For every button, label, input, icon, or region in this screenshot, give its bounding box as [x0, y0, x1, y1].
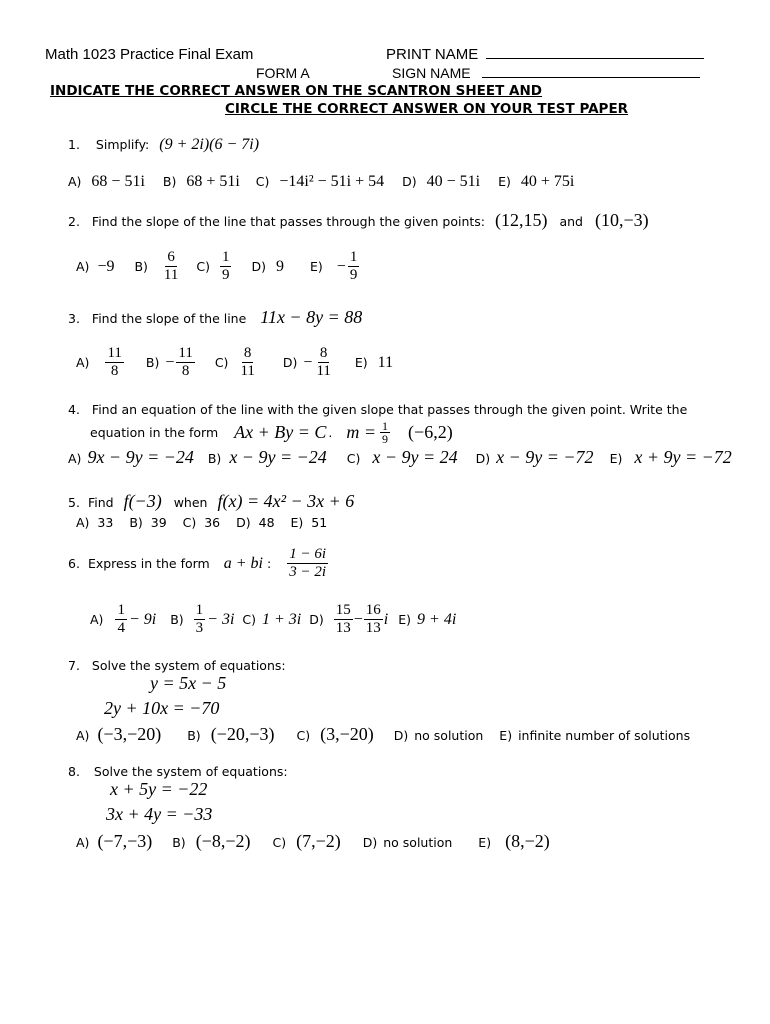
option-b-value[interactable]: − 3i [207, 610, 235, 628]
question-4-line-2 [90, 420, 453, 445]
option-c-label[interactable]: C) [296, 728, 311, 743]
question-1 [68, 136, 259, 154]
equation-2: 3x + 4y = −33 [106, 804, 213, 824]
denominator: 3 [195, 620, 204, 636]
question-prompt: Solve the system of equations: [93, 764, 288, 779]
option-a-label[interactable]: A) [76, 259, 90, 274]
option-a-value[interactable]: (−3,−20) [97, 724, 162, 744]
denominator: 9 [382, 432, 389, 446]
function-definition: f(x) = 4x² − 3x + 6 [217, 491, 355, 511]
option-b-label[interactable]: B) [129, 515, 143, 530]
option-b-label[interactable]: B) [172, 835, 186, 850]
question-prompt-continued: equation in the form [90, 425, 219, 440]
option-c-label[interactable]: C) [214, 355, 229, 370]
option-a-label[interactable]: A) [90, 612, 104, 627]
option-e-value[interactable]: 51 [311, 515, 328, 530]
numerator: 8 [319, 345, 328, 361]
question-5-options [76, 515, 327, 530]
minus-sign: − [165, 353, 175, 371]
denominator: 8 [181, 363, 190, 379]
option-d-label[interactable]: D) [402, 174, 417, 189]
equation-1: y = 5x − 5 [150, 673, 227, 693]
question-prompt: Express in the form [87, 556, 210, 571]
option-a-label[interactable]: A) [68, 174, 82, 189]
option-b-label[interactable]: B) [134, 259, 148, 274]
option-b-label[interactable]: B) [187, 728, 201, 743]
question-prompt: Find [87, 495, 114, 510]
question-number: 8. [68, 764, 80, 779]
option-b-value[interactable]: 68 + 51i [186, 173, 240, 190]
option-b-value[interactable]: x − 9y = −24 [229, 447, 327, 467]
option-a-value[interactable]: (−7,−3) [97, 831, 153, 851]
option-d-label[interactable]: D) [282, 355, 298, 370]
denominator: 11 [240, 363, 255, 379]
option-b-value[interactable]: (−20,−3) [210, 724, 275, 744]
denominator: 11 [316, 363, 331, 379]
numerator: 1 [117, 602, 125, 618]
option-d-value[interactable]: 40 − 51i [426, 173, 481, 190]
question-prompt: Find the slope of the line that passes through the given points: [91, 214, 485, 229]
numerator: 1 [195, 602, 204, 618]
option-a-value[interactable] [105, 345, 123, 380]
option-c-label[interactable]: C) [242, 612, 256, 627]
denominator: 11 [163, 267, 179, 283]
question-4-options [68, 447, 732, 468]
option-d-value[interactable] [314, 345, 332, 380]
numerator: 11 [178, 345, 193, 361]
numerator: 8 [243, 345, 252, 361]
sign-name-row [392, 65, 700, 81]
option-c-value[interactable] [220, 249, 232, 284]
option-b-value[interactable] [162, 249, 180, 284]
numerator: 1 − 6i [289, 546, 326, 562]
print-name-label: PRINT NAME [386, 46, 479, 63]
question-7-options [76, 724, 690, 745]
equation-2: 2y + 10x = −70 [104, 698, 220, 718]
option-c-value[interactable]: 36 [204, 515, 221, 530]
option-c-value[interactable]: x − 9y = 24 [372, 447, 458, 467]
numerator: 1 [382, 419, 389, 433]
option-d-label[interactable]: D) [236, 515, 251, 530]
question-prompt: Find the slope of the line [91, 311, 247, 326]
option-c-value[interactable]: 1 + 3i [262, 610, 302, 628]
question-number: 3. [68, 311, 80, 326]
minus-sign: − [353, 610, 363, 628]
numerator: 11 [107, 345, 122, 361]
option-b-value[interactable]: 39 [150, 515, 167, 530]
option-c-value[interactable]: (3,−20) [320, 724, 374, 744]
numerator: 6 [167, 249, 175, 265]
option-b-value[interactable] [176, 345, 194, 380]
question-2-options [76, 249, 359, 284]
option-c-value[interactable]: (7,−2) [296, 831, 341, 851]
option-a-fraction [115, 602, 127, 637]
option-d-fraction-1 [334, 602, 353, 637]
option-d-label[interactable]: D) [251, 259, 266, 274]
option-a-value[interactable]: 9x − 9y = −24 [87, 447, 194, 467]
slope-value [380, 420, 390, 445]
option-b-label[interactable]: B) [207, 451, 222, 466]
question-2 [68, 210, 649, 231]
denominator: 4 [117, 620, 125, 636]
question-number: 1. [68, 137, 80, 152]
denominator: 9 [349, 267, 358, 283]
option-d-value[interactable]: 48 [258, 515, 275, 530]
instruction-line-2: CIRCLE THE CORRECT ANSWER ON YOUR TEST PAPER [225, 101, 629, 117]
instruction-line-1: INDICATE THE CORRECT ANSWER ON THE SCANTRON SHEET AND [50, 83, 542, 99]
option-a-label[interactable]: A) [68, 451, 82, 466]
denominator: 9 [221, 267, 230, 283]
option-e-label[interactable]: E) [478, 835, 492, 850]
option-d-label[interactable]: D) [475, 451, 491, 466]
option-e-label[interactable]: E) [499, 728, 513, 743]
option-e-label[interactable]: E) [498, 174, 511, 189]
option-c-value[interactable]: −14i² − 51i + 54 [279, 173, 385, 190]
option-e-value[interactable] [348, 249, 360, 284]
option-a-value[interactable]: − 9i [128, 610, 157, 628]
question-prompt: Simplify: [95, 137, 150, 152]
question-4 [68, 402, 687, 417]
question-number: 4. [68, 402, 80, 417]
question-8-options [76, 831, 550, 852]
option-e-value[interactable]: (8,−2) [505, 831, 550, 851]
option-d-value[interactable]: i [383, 610, 389, 628]
question-prompt: Find an equation of the line with the given slope that passes through the given point. Write the [91, 402, 688, 417]
given-point: (−6,2) [408, 422, 453, 442]
question-1-options [68, 173, 574, 191]
option-d-value[interactable]: x − 9y = −72 [496, 447, 594, 467]
option-d-fraction-2 [364, 602, 383, 637]
question-number: 7. [68, 658, 80, 673]
numerator: 1 [221, 249, 230, 265]
question-6-options [90, 602, 456, 637]
option-d-value[interactable]: no solution [383, 835, 453, 850]
form-label: FORM A [256, 65, 310, 81]
function-call: f(−3) [123, 491, 162, 511]
question-6 [68, 546, 328, 581]
option-d-value[interactable]: 9 [276, 257, 284, 275]
question-expression: 11x − 8y = 88 [260, 307, 363, 327]
equation-1: x + 5y = −22 [110, 779, 208, 799]
option-d-value[interactable]: no solution [414, 728, 484, 743]
and-word: and [559, 214, 583, 229]
option-e-value[interactable]: 40 + 75i [520, 173, 575, 190]
option-e-value[interactable]: 11 [377, 353, 394, 371]
option-b-value[interactable]: (−8,−2) [195, 831, 251, 851]
sign-name-label: SIGN NAME [392, 65, 471, 81]
complex-fraction [287, 546, 328, 581]
question-number: 5. [68, 495, 80, 510]
option-d-label[interactable]: D) [309, 612, 324, 627]
period: . [328, 425, 333, 440]
question-3 [68, 307, 362, 328]
colon: : [266, 556, 272, 571]
numerator: 15 [335, 602, 351, 618]
numerator: 1 [349, 249, 358, 265]
option-e-label[interactable]: E) [290, 515, 304, 530]
option-e-value[interactable]: infinite number of solutions [518, 728, 691, 743]
target-form: a + bi [223, 554, 263, 572]
print-name-field[interactable] [486, 58, 704, 59]
option-e-value[interactable]: x + 9y = −72 [634, 447, 732, 467]
option-a-value[interactable]: 68 − 51i [91, 173, 145, 190]
option-e-label[interactable]: E) [398, 612, 412, 627]
option-c-value[interactable] [238, 345, 256, 380]
denominator: 3 − 2i [289, 564, 326, 580]
option-b-fraction [194, 602, 206, 637]
option-a-label[interactable]: A) [76, 728, 90, 743]
question-number: 2. [68, 214, 80, 229]
question-number: 6. [68, 556, 80, 571]
option-a-label[interactable]: A) [76, 515, 90, 530]
numerator: 16 [365, 602, 381, 618]
option-a-value[interactable]: 33 [97, 515, 114, 530]
minus-sign: − [336, 257, 346, 275]
when-word: when [173, 495, 208, 510]
sign-name-field[interactable] [482, 77, 700, 78]
denominator: 13 [365, 620, 381, 636]
question-expression: (9 + 2i)(6 − 7i) [159, 136, 260, 153]
option-c-label[interactable]: C) [272, 835, 287, 850]
point-2: (10,−3) [594, 210, 649, 230]
denominator: 8 [110, 363, 119, 379]
option-a-label[interactable]: A) [76, 355, 90, 370]
option-e-label[interactable]: E) [609, 451, 623, 466]
question-3-options [76, 345, 393, 380]
option-e-label[interactable]: E) [310, 259, 323, 274]
option-a-value[interactable]: −9 [97, 257, 115, 275]
option-b-label[interactable]: B) [145, 355, 160, 370]
option-b-label[interactable]: B) [162, 174, 177, 189]
option-d-label[interactable]: D) [362, 835, 378, 850]
print-name-row [386, 46, 704, 63]
equation-form: Ax + By = C [234, 422, 327, 442]
option-d-label[interactable]: D) [393, 728, 409, 743]
option-c-label[interactable]: C) [346, 451, 361, 466]
course-title: Math 1023 Practice Final Exam [45, 46, 254, 63]
point-1: (12,15) [494, 210, 548, 230]
option-c-label[interactable]: C) [255, 174, 270, 189]
denominator: 13 [335, 620, 351, 636]
question-5 [68, 491, 354, 512]
question-7 [68, 658, 286, 673]
slope-label: m = [346, 422, 377, 442]
option-c-label[interactable]: C) [196, 259, 210, 274]
option-e-label[interactable]: E) [354, 355, 368, 370]
option-a-label[interactable]: A) [76, 835, 90, 850]
question-8 [68, 764, 288, 779]
minus-sign: − [303, 353, 313, 371]
option-b-label[interactable]: B) [170, 612, 184, 627]
option-e-value[interactable]: 9 + 4i [417, 610, 457, 628]
option-c-label[interactable]: C) [182, 515, 197, 530]
question-prompt: Solve the system of equations: [91, 658, 286, 673]
